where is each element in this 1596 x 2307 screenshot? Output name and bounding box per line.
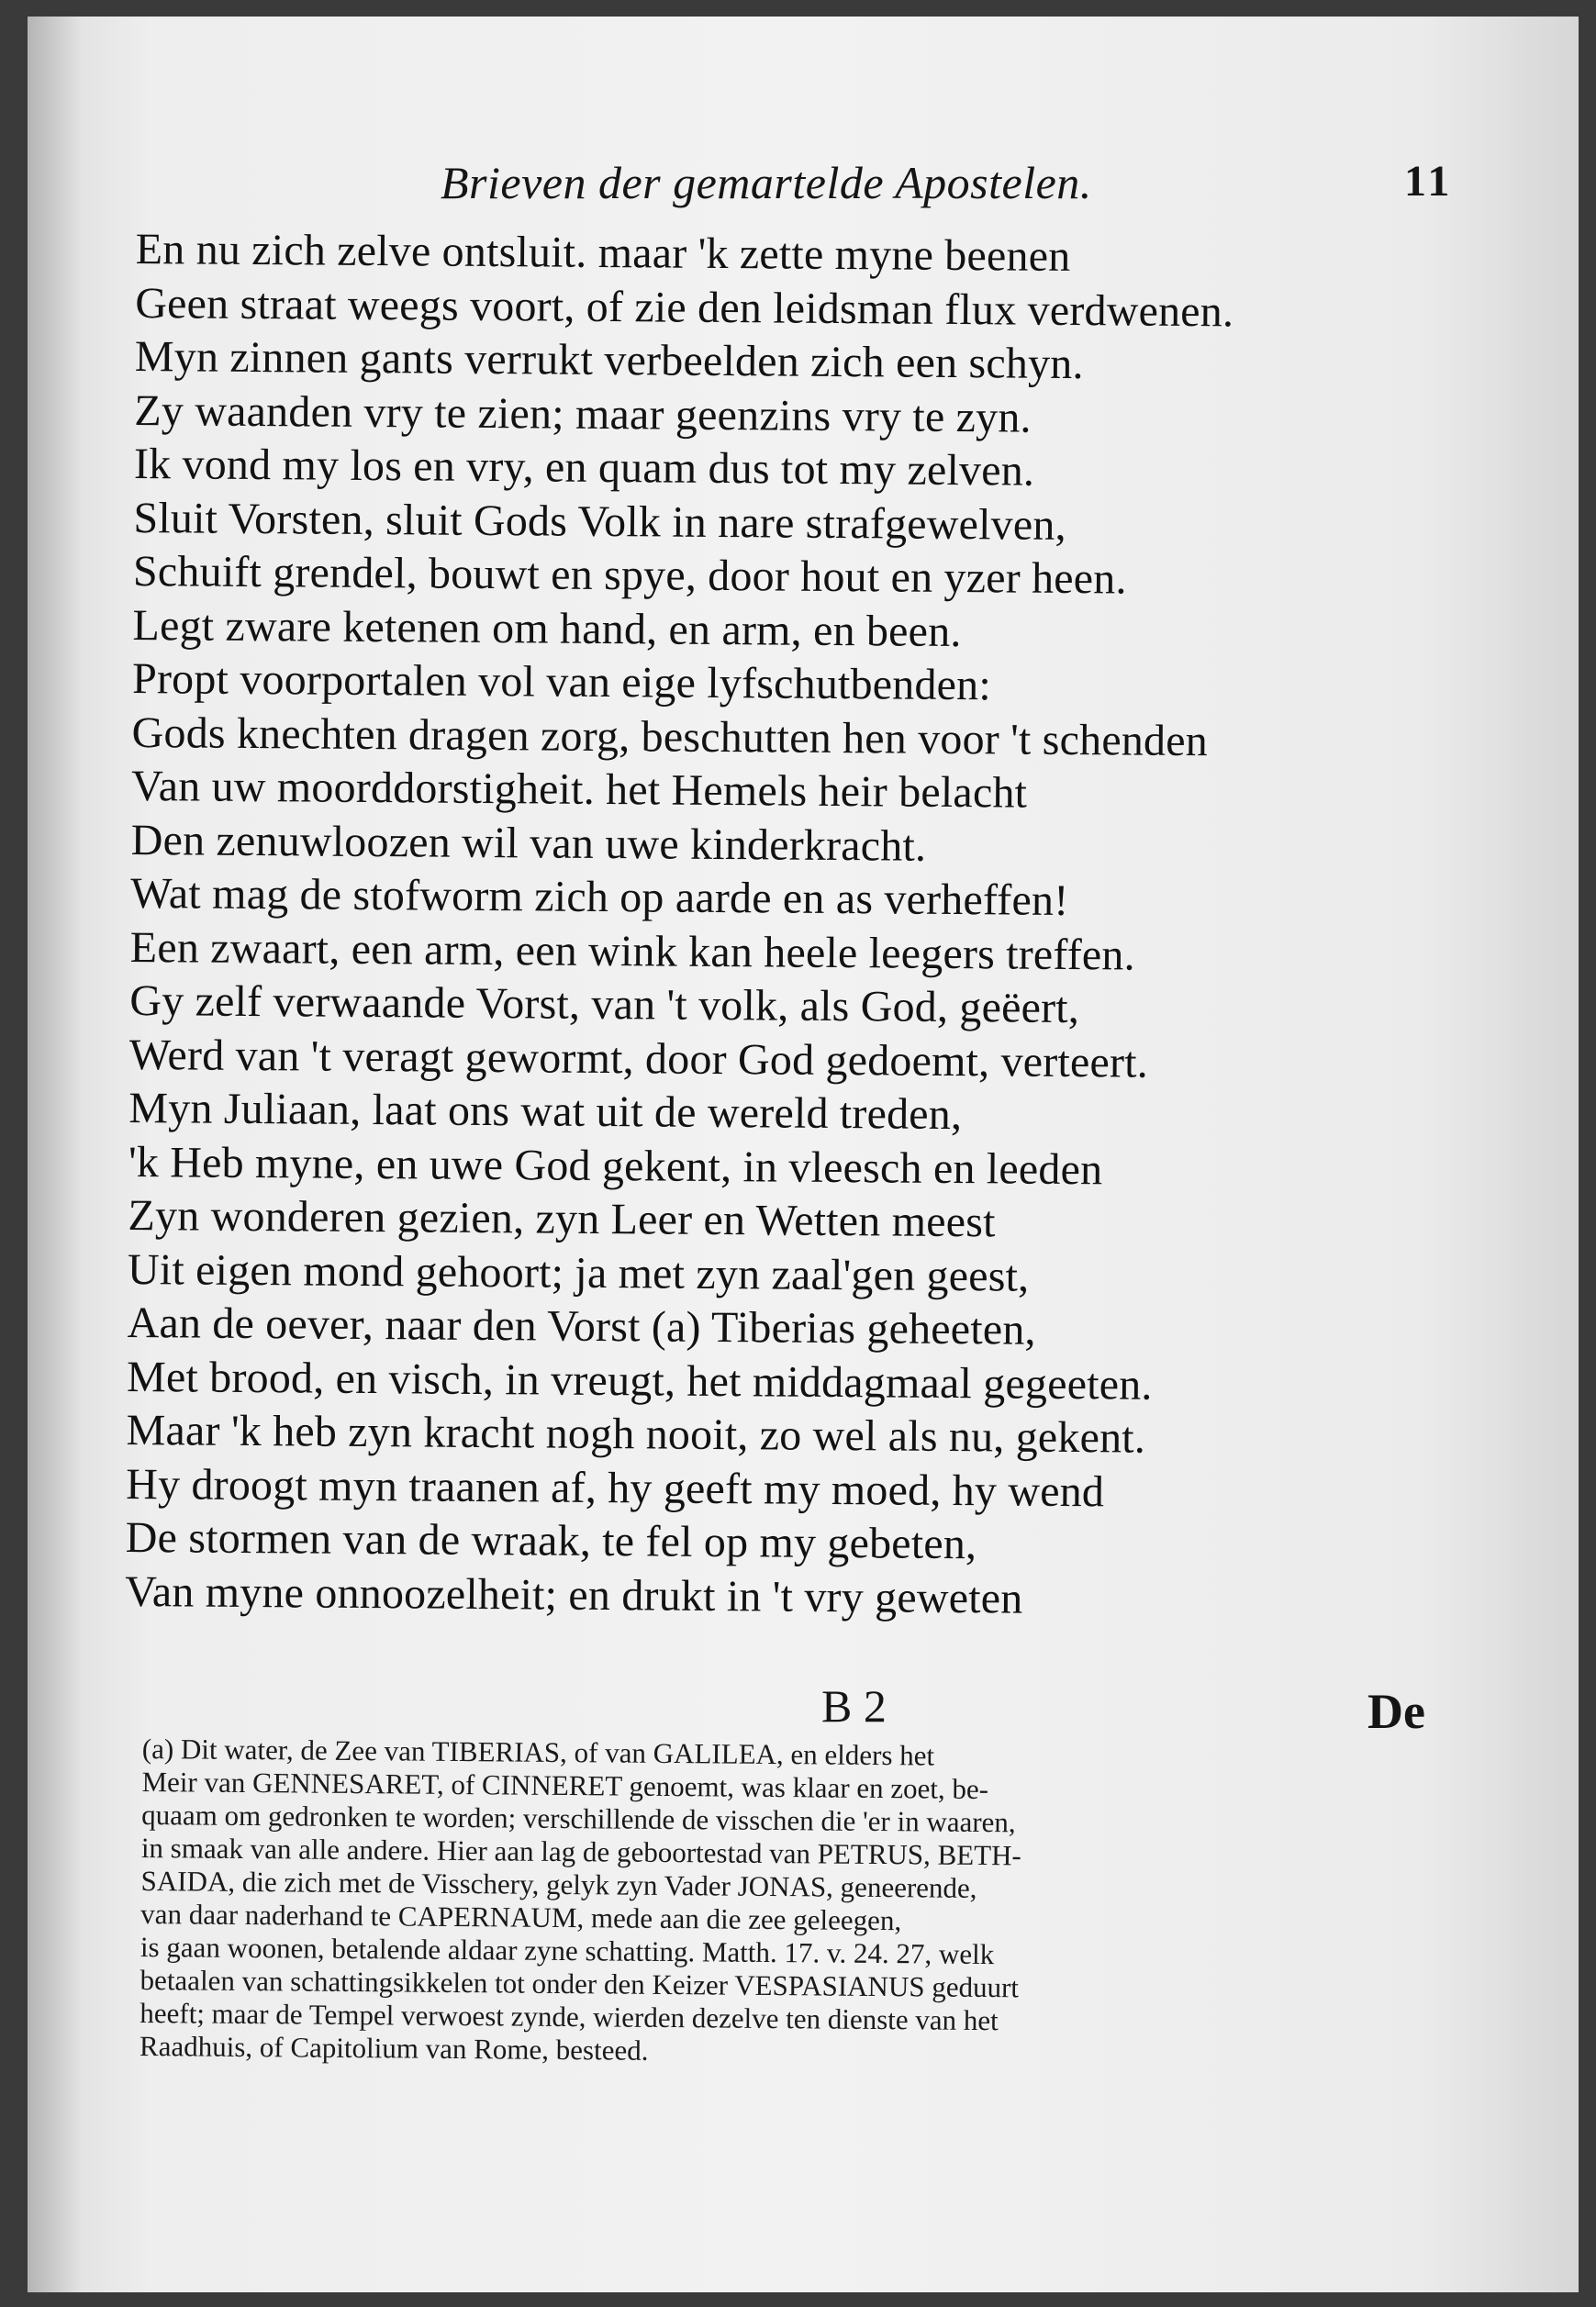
verse-line: Schuift grendel, bouwt en spye, door hout en yzer heen. [132,546,1127,604]
footnote-line: betaalen van schattingsikkelen tot onder den Keizer VESPASIANUS geduurt [140,1963,1020,2004]
page-number: 11 [1404,157,1454,206]
verse-line: Gods knechten dragen zorg, beschutten hen voor 't schenden [131,708,1209,765]
verse-line: Uit eigen mond gehoort; ja met zyn zaal'gen geest, [127,1244,1030,1301]
footnote-block [140,1733,1464,2075]
verse-line: Zy waanden vry te zien; maar geenzins vry te zyn. [134,385,1032,442]
verse-line: Myn Juliaan, laat ons wat uit de wereld treden, [128,1083,963,1140]
footnote-line: van daar naderhand te CAPERNAUM, mede aan die zee geleegen, [140,1897,902,1937]
footnote-line: in smaak van alle andere. Hier aan lag de geboortestad van PETRUS, BETH- [140,1831,1022,1872]
verse-line: De stormen van de wraak, te fel op my gebeten, [125,1512,977,1569]
verse-line: Werd van 't veragt gewormt, door God gedoemt, verteert. [128,1030,1149,1087]
verse-line: Maar 'k heb zyn kracht nogh nooit, zo wel als nu, gekent. [126,1405,1146,1463]
verse-line: Een zwaart, een arm, een wink kan heele leegers treffen. [129,922,1136,980]
verse-line: Propt voorportalen vol van eige lyfschutbenden: [131,653,992,710]
verse-line: Gy zelf verwaande Vorst, van 't volk, als God, geëert, [129,975,1080,1033]
footnote-line: Raadhuis, of Capitolium van Rome, besteed. [139,2029,649,2067]
footnote-line: SAIDA, die zich met de Visschery, gelyk zyn Vader JONAS, geneerende, [140,1864,977,1904]
verse-line: Wat mag de stofworm zich op aarde en as verheffen! [130,868,1069,926]
verse-line: Van myne onnoozelheit; en drukt in 't vry geweten [125,1566,1023,1623]
verse-block [125,223,1494,1630]
catchword: De [1367,1684,1425,1739]
footnote-line: (a) Dit water, de Zee van TIBERIAS, of van GALILEA, en elders het [141,1733,935,1772]
verse-line: Hy droogt myn traanen af, hy geeft my moed, hy wend [126,1459,1105,1516]
verse-line: Legt zware ketenen om hand, en arm, en been. [132,600,962,656]
verse-line: Den zenuwloozen wil van uwe kinderkracht. [130,815,927,871]
footnote-line: heeft; maar de Tempel verwoest zynde, wierden dezelve ten dienste van het [140,1996,999,2037]
verse-line: Sluit Vorsten, sluit Gods Volk in nare strafgewelven, [133,493,1066,550]
footnote-line: is gaan woonen, betalende aldaar zyne schatting. Matth. 17. v. 24. 27, welk [140,1930,995,1971]
page-header [28,156,1579,220]
footnote-line: Meir van GENNESARET, of CINNERET genoemt, was klaar en zoet, be- [141,1765,989,1806]
verse-line: Myn zinnen gants verrukt verbeelden zich een schyn. [134,331,1084,389]
verse-line: Van uw moorddorstigheit. het Hemels heir belacht [130,761,1028,818]
signature-line [28,1679,1579,1739]
running-head: Brieven der gemartelde Apostelen. [441,157,1092,208]
verse-line: Zyn wonderen gezien, zyn Leer en Wetten meest [128,1190,996,1247]
signature-mark: B 2 [821,1680,887,1732]
verse-line: Ik vond my los en vry, en quam dus tot my zelven. [133,439,1035,496]
verse-line: Aan de oever, naar den Vorst (a) Tiberias geheeten, [127,1298,1036,1354]
verse-line: Met brood, en visch, in vreugt, het middagmaal gegeeten. [126,1352,1153,1410]
verse-line: En nu zich zelve ontsluit. maar 'k zette myne beenen [135,224,1071,281]
verse-line: Geen straat weegs voort, of zie den leidsman flux verdwenen. [135,278,1234,336]
footnote-line: quaam om gedronken te worden; verschillende de visschen die 'er in waaren, [141,1798,1016,1839]
book-page [28,17,1579,2292]
verse-line: 'k Heb myne, en uwe God gekent, in vleesch en leeden [128,1137,1103,1194]
